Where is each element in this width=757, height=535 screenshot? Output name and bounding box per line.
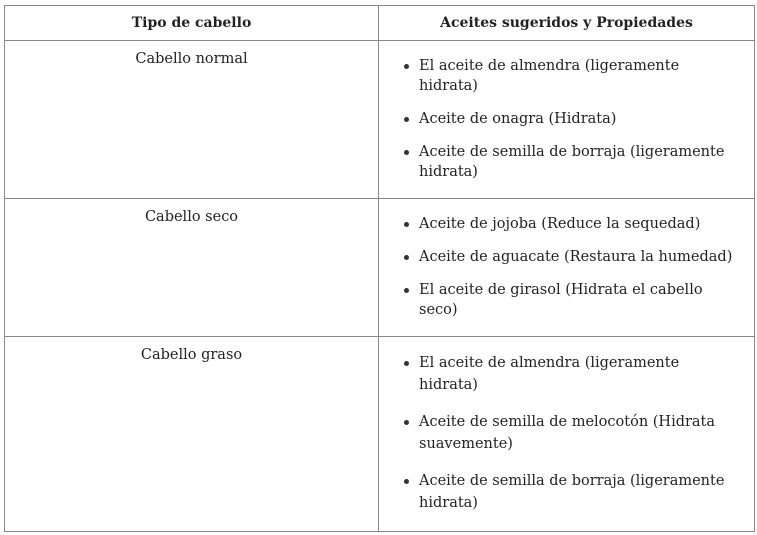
oil-text: El aceite de girasol (Hidrata el cabello seco) bbox=[419, 282, 703, 318]
oil-text: Aceite de semilla de borraja (ligeramente hidrata) bbox=[419, 144, 725, 180]
table-row bbox=[5, 337, 755, 532]
hair-type-label: Cabello graso bbox=[140, 347, 243, 363]
table-row bbox=[5, 41, 755, 199]
bullet-icon bbox=[404, 361, 409, 366]
header-hair-type: Tipo de cabello bbox=[5, 6, 379, 41]
list-item bbox=[419, 470, 734, 514]
oils-list bbox=[379, 337, 754, 531]
oils-cell bbox=[379, 41, 755, 199]
header-suggested-oils: Aceites sugeridos y Propiedades bbox=[379, 6, 755, 41]
oil-text: El aceite de almendra (ligeramente hidrata) bbox=[419, 355, 680, 393]
bullet-icon bbox=[404, 255, 409, 260]
bullet-icon bbox=[404, 150, 409, 155]
oils-list bbox=[379, 41, 754, 198]
oil-text: Aceite de semilla de borraja (ligeramente hidrata) bbox=[419, 473, 725, 511]
hair-oils-table bbox=[4, 5, 755, 532]
list-item bbox=[419, 280, 734, 320]
oils-cell bbox=[379, 337, 755, 532]
oil-text: Aceite de semilla de melocotón (Hidrata suavemente) bbox=[419, 414, 716, 452]
hair-type-label: Cabello normal bbox=[135, 51, 248, 67]
oil-text: Aceite de jojoba (Reduce la sequedad) bbox=[419, 216, 701, 232]
bullet-icon bbox=[404, 222, 409, 227]
bullet-icon bbox=[404, 288, 409, 293]
oils-cell bbox=[379, 199, 755, 337]
list-item bbox=[419, 214, 734, 234]
oil-text: Aceite de onagra (Hidrata) bbox=[419, 111, 617, 127]
bullet-icon bbox=[404, 479, 409, 484]
list-item bbox=[419, 56, 734, 96]
oil-text: Aceite de aguacate (Restaura la humedad) bbox=[419, 249, 733, 265]
bullet-icon bbox=[404, 117, 409, 122]
list-item bbox=[419, 411, 734, 455]
header-row bbox=[5, 6, 755, 41]
list-item bbox=[419, 142, 734, 182]
list-item bbox=[419, 247, 734, 267]
table-body bbox=[5, 41, 755, 532]
hair-type-cell bbox=[5, 41, 379, 199]
oils-list bbox=[379, 199, 754, 336]
table-row bbox=[5, 199, 755, 337]
hair-type-label: Cabello seco bbox=[144, 209, 239, 225]
list-item bbox=[419, 352, 734, 396]
table-header bbox=[5, 6, 755, 41]
hair-type-cell bbox=[5, 199, 379, 337]
list-item bbox=[419, 109, 734, 129]
hair-type-cell bbox=[5, 337, 379, 532]
oil-text: El aceite de almendra (ligeramente hidrata) bbox=[419, 58, 680, 94]
bullet-icon bbox=[404, 64, 409, 69]
bullet-icon bbox=[404, 420, 409, 425]
